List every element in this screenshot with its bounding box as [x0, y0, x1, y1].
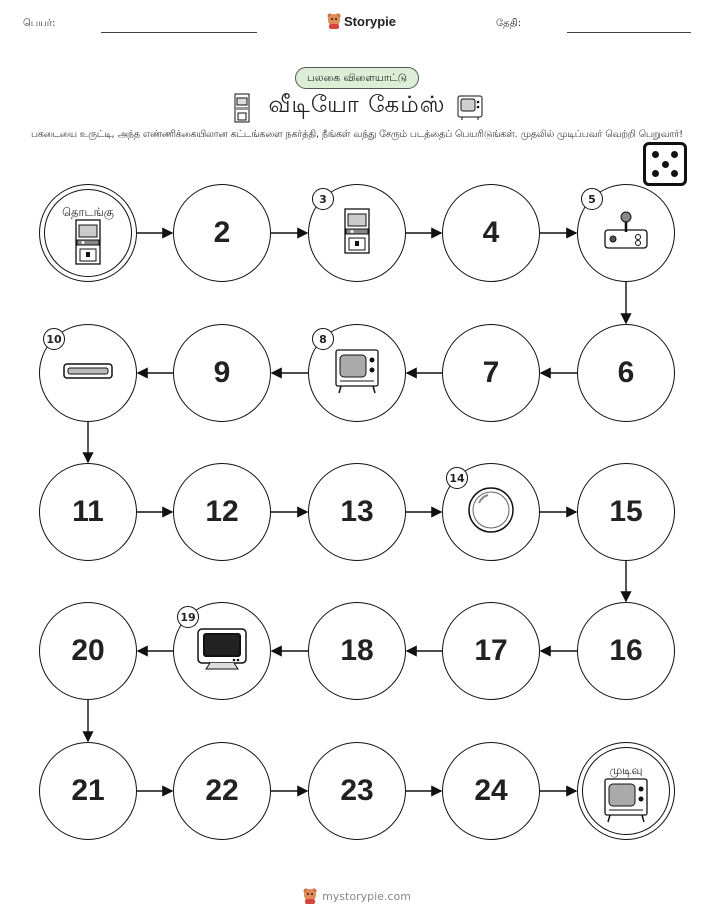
- space-number: 13: [340, 495, 374, 528]
- board-space-8[interactable]: [308, 324, 406, 422]
- retro-tv-icon: [333, 348, 381, 398]
- arcade-cabinet-icon: [342, 208, 372, 258]
- brand-name: Storypie: [344, 13, 397, 29]
- space-number: 17: [474, 634, 508, 667]
- board-space-13[interactable]: [308, 463, 406, 561]
- start-label: தொடங்கு: [62, 205, 114, 219]
- board-space-18[interactable]: [308, 602, 406, 700]
- space-number-badge: 8: [312, 328, 334, 350]
- board-space-24[interactable]: [442, 742, 540, 840]
- space-number-badge: 19: [177, 606, 199, 628]
- space-number: 7: [482, 356, 500, 389]
- joystick-icon: [603, 210, 649, 256]
- space-number-badge: 5: [581, 188, 603, 210]
- page-title: வீடியோ கேம்ஸ்: [268, 92, 446, 118]
- board-space-2[interactable]: [173, 184, 271, 282]
- space-number-badge: 14: [446, 467, 468, 489]
- board-space-16[interactable]: [577, 602, 675, 700]
- space-number: 24: [474, 774, 508, 807]
- board-space-17[interactable]: [442, 602, 540, 700]
- finish-space[interactable]: [577, 742, 675, 840]
- space-number: 23: [340, 774, 374, 807]
- date-label: தேதி:: [496, 18, 522, 29]
- space-number: 9: [213, 356, 231, 389]
- board-space-22[interactable]: [173, 742, 271, 840]
- retro-tv-icon: [602, 777, 650, 827]
- board-space-5[interactable]: [577, 184, 675, 282]
- name-label: பெயர்:: [23, 18, 56, 29]
- space-number-badge: 10: [43, 328, 65, 350]
- glass-disc-icon: [466, 485, 516, 539]
- space-number: 11: [72, 495, 104, 528]
- game-cartridge-icon: [63, 362, 113, 384]
- board-space-10[interactable]: [39, 324, 137, 422]
- start-space[interactable]: [39, 184, 137, 282]
- space-number: 4: [482, 216, 500, 249]
- finish-label: முடிவு: [609, 763, 643, 777]
- space-number: 2: [213, 216, 231, 249]
- bear-logo-icon: [303, 888, 317, 904]
- board-space-4[interactable]: [442, 184, 540, 282]
- board-space-21[interactable]: [39, 742, 137, 840]
- space-number: 15: [609, 495, 643, 528]
- space-number: 20: [71, 634, 105, 667]
- board-space-7[interactable]: [442, 324, 540, 422]
- space-number: 16: [609, 634, 643, 667]
- space-number-badge: 3: [312, 188, 334, 210]
- board-space-11[interactable]: [39, 463, 137, 561]
- category-badge: பலகை விளையாட்டு: [295, 67, 419, 89]
- board-space-19[interactable]: [173, 602, 271, 700]
- arcade-cabinet-icon: [73, 219, 103, 269]
- board-space-20[interactable]: [39, 602, 137, 700]
- footer: [0, 888, 714, 904]
- board-space-15[interactable]: [577, 463, 675, 561]
- space-number: 6: [617, 356, 635, 389]
- board-space-14[interactable]: [442, 463, 540, 561]
- board-space-23[interactable]: [308, 742, 406, 840]
- board-space-6[interactable]: [577, 324, 675, 422]
- crt-monitor-icon: [196, 627, 248, 675]
- space-number: 21: [71, 774, 105, 807]
- board-space-9[interactable]: [173, 324, 271, 422]
- footer-url[interactable]: mystorypie.com: [322, 889, 411, 903]
- board-space-12[interactable]: [173, 463, 271, 561]
- space-number: 12: [205, 495, 239, 528]
- board-space-3[interactable]: [308, 184, 406, 282]
- space-number: 18: [340, 634, 374, 667]
- space-number: 22: [205, 774, 239, 807]
- instructions: பகடையை உருட்டி, அந்த எண்ணிக்கையிலான கட்டங்களை நகர்த்தி, நீங்கள் வந்து சேரும் படத்தைப் பெயரிடுங்கள். முதலில் முடிப்பவர் வெற்றி பெறுவார்!: [30, 129, 684, 140]
